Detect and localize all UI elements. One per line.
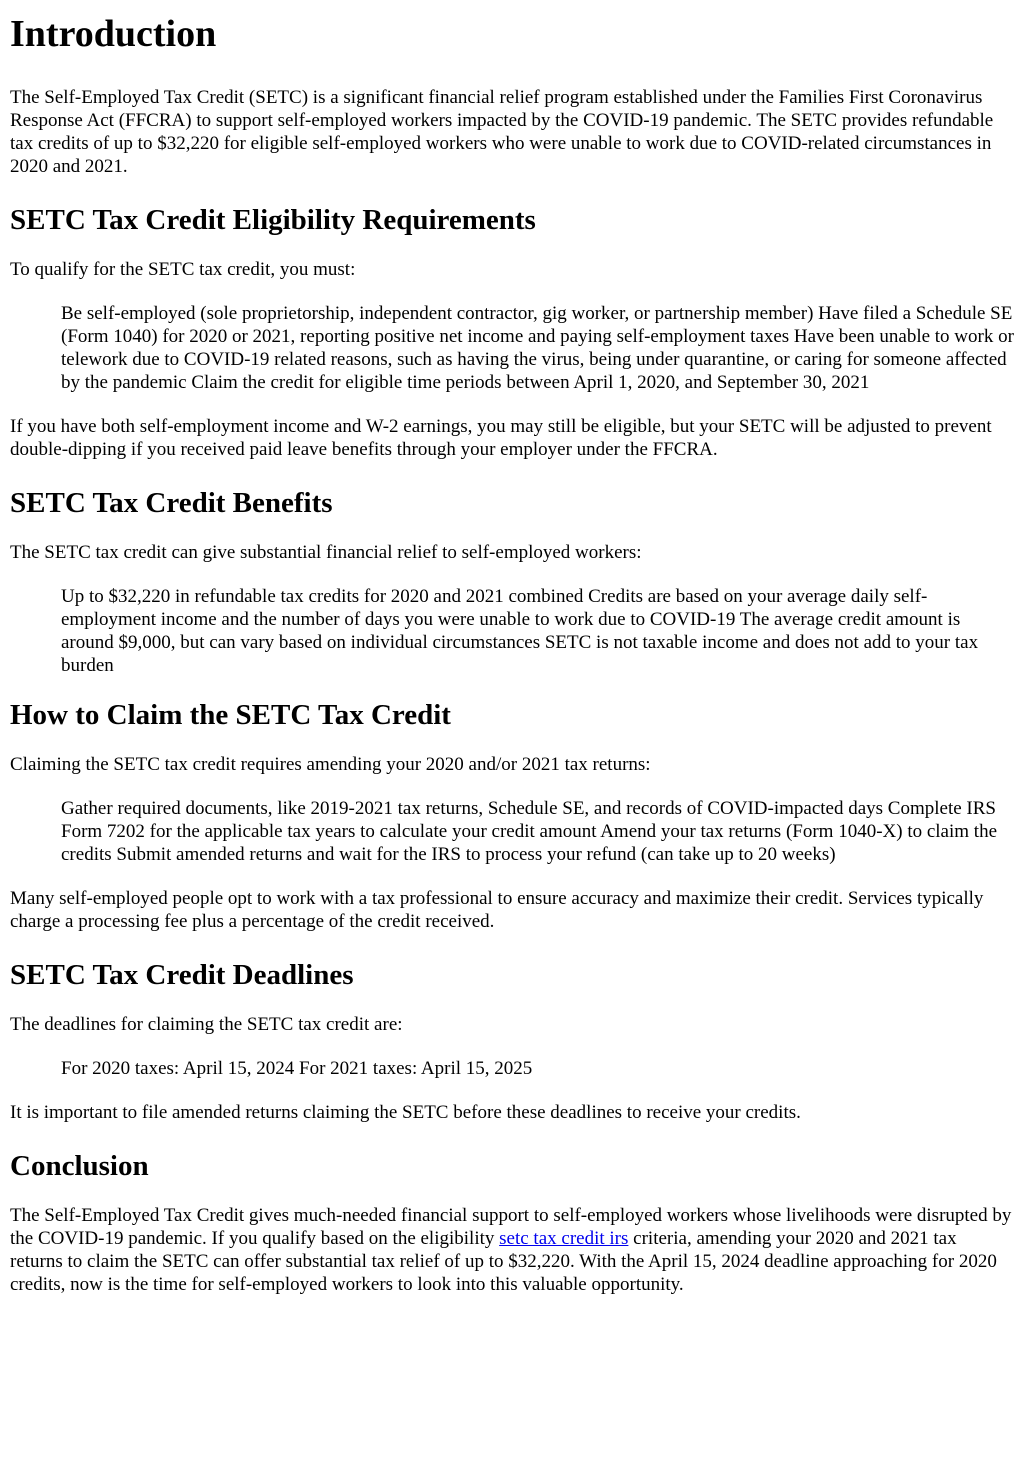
deadlines-note: It is important to file amended returns claiming the SETC before these deadlines to receive your credits. (10, 1102, 801, 1123)
page-title: Introduction (10, 13, 217, 55)
eligibility-heading: SETC Tax Credit Eligibility Requirements (10, 204, 536, 236)
eligibility-lead: To qualify for the SETC tax credit, you must: (10, 259, 356, 280)
article (0, 12, 1024, 1296)
claim-heading: How to Claim the SETC Tax Credit (10, 699, 451, 731)
conclusion-paragraph (10, 1204, 1014, 1296)
eligibility-quote: Be self-employed (sole proprietorship, independent contractor, gig worker, or partnership member) Have filed a Schedule SE (Form 1040) for 2020 or 2021, reporting positive net income and paying self-employment taxes Have been unable to work or telework due to COVID-19 related reasons, such as having the virus, being under quarantine, or caring for someone affected by the pandemic Claim the credit for eligible time periods between April 1, 2020, and September 30, 2021 (61, 303, 1014, 393)
claim-quote: Gather required documents, like 2019-2021 tax returns, Schedule SE, and records of COVID-impacted days Complete IRS Form 7202 for the applicable tax years to calculate your credit amount Amend your tax returns (Form 1040-X) to claim the credits Submit amended returns and wait for the IRS to process your refund (can take up to 20 weeks) (61, 798, 998, 865)
deadlines-lead: The deadlines for claiming the SETC tax credit are: (10, 1014, 403, 1035)
benefits-quote: Up to $32,220 in refundable tax credits for 2020 and 2021 combined Credits are based on your average daily self-employment income and the number of days you were unable to work due to COVID-19 The average credit amount is around $9,000, but can vary based on individual circumstances SETC is not taxable income and does not add to your tax burden (61, 586, 979, 676)
conclusion-text-end: criteria, amending your 2020 and 2021 tax returns to claim the SETC can offer substantial tax relief of up to $32,220. With the April 15, 2024 deadline approaching for 2020 credits, now is the time for self-employed workers to look into this valuable opportunity. (10, 1228, 997, 1295)
benefits-lead: The SETC tax credit can give substantial financial relief to self-employed workers: (10, 542, 642, 563)
conclusion-text-start: The Self-Employed Tax Credit gives much-needed financial support to self-employed workers whose livelihoods were disrupted by the COVID-19 pandemic. If you qualify based on the eligibility (10, 1205, 1012, 1249)
claim-note: Many self-employed people opt to work with a tax professional to ensure accuracy and maximize their credit. Services typically charge a processing fee plus a percentage of the credit received. (10, 888, 984, 932)
setc-tax-credit-irs-link[interactable]: setc tax credit irs (499, 1228, 629, 1249)
deadlines-heading: SETC Tax Credit Deadlines (10, 959, 354, 991)
deadlines-quote: For 2020 taxes: April 15, 2024 For 2021 taxes: April 15, 2025 (61, 1058, 533, 1079)
claim-lead: Claiming the SETC tax credit requires amending your 2020 and/or 2021 tax returns: (10, 754, 651, 775)
benefits-heading: SETC Tax Credit Benefits (10, 487, 333, 519)
eligibility-note: If you have both self-employment income and W-2 earnings, you may still be eligible, but your SETC will be adjusted to prevent double-dipping if you received paid leave benefits through your employer under the FFCRA. (10, 416, 992, 460)
intro-paragraph: The Self-Employed Tax Credit (SETC) is a significant financial relief program established under the Families First Coronavirus Response Act (FFCRA) to support self-employed workers impacted by the COVID-19 pandemic. The SETC provides refundable tax credits of up to $32,220 for eligible self-employed workers who were unable to work due to COVID-related circumstances in 2020 and 2021. (10, 87, 994, 177)
conclusion-heading: Conclusion (10, 1150, 149, 1182)
